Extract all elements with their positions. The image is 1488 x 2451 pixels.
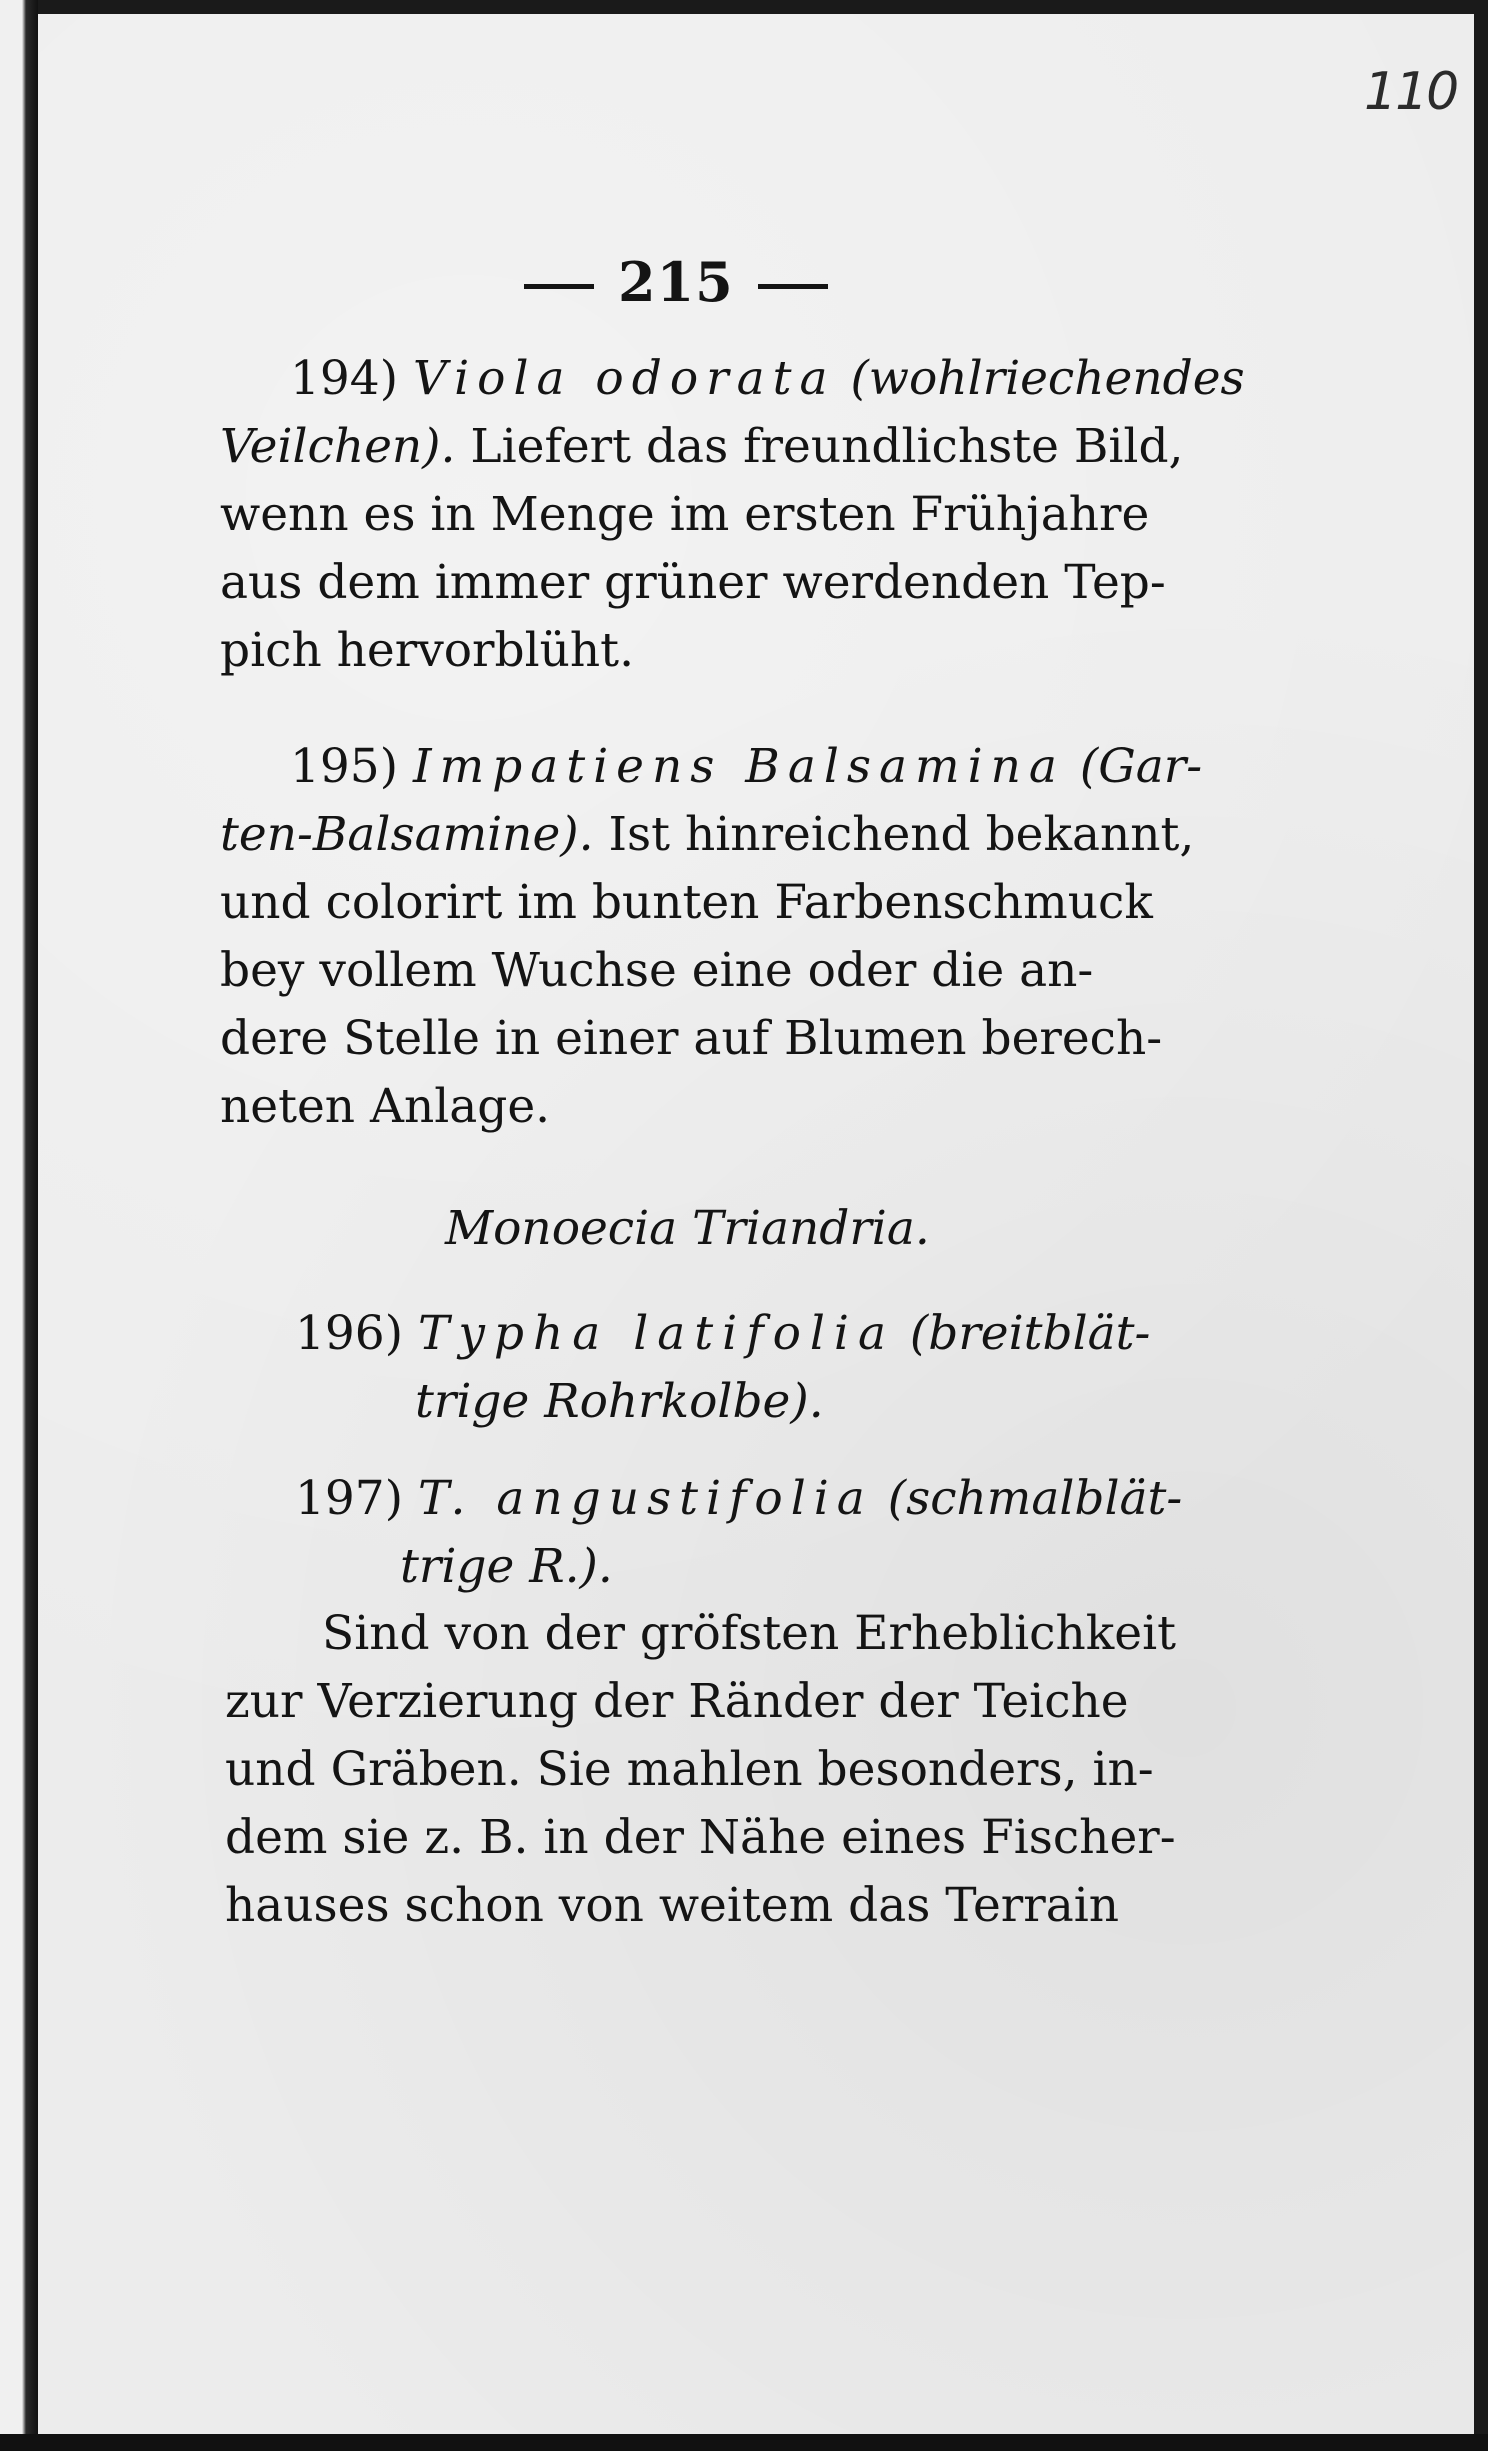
entry-194-line-2: Veilchen). Liefert das freundlichste Bild, <box>220 419 1184 474</box>
page-number: 215 <box>618 250 734 314</box>
paragraph-line-1: Sind von der gröfsten Erheblichkeit <box>322 1606 1176 1661</box>
species-name: T. angustifolia <box>418 1471 873 1526</box>
entry-197-line-1: 197) T. angustifolia (schmalblät- <box>295 1471 1183 1526</box>
entry-195-line-5: dere Stelle in einer auf Blumen berech- <box>220 1011 1163 1066</box>
species-name: Viola odorata <box>413 351 836 406</box>
paragraph-line-5: hauses schon von weitem das Terrain <box>225 1878 1120 1933</box>
entry-197-line-2: trige R.). <box>400 1539 613 1594</box>
section-heading: Monoecia Triandria. <box>445 1201 930 1256</box>
species-name: Typha latifolia <box>418 1306 895 1361</box>
header-dash-left <box>524 284 594 289</box>
page-header <box>500 250 852 314</box>
entry-196-line-2: trige Rohrkolbe). <box>415 1374 824 1429</box>
entry-194-line-1: 194) Viola odorata (wohlriechendes <box>290 351 1245 406</box>
binding-edge <box>0 0 38 2451</box>
entry-195-line-2: ten-Balsamine). Ist hinreichend bekannt, <box>220 807 1195 862</box>
paragraph-line-4: dem sie z. B. in der Nähe eines Fischer- <box>225 1810 1176 1865</box>
bottom-edge <box>0 2434 1488 2451</box>
entry-194-line-4: aus dem immer grüner werdenden Tep- <box>220 555 1166 610</box>
entry-196-line-1: 196) Typha latifolia (breitblät- <box>295 1306 1151 1361</box>
entry-195-line-1: 195) Impatiens Balsamina (Gar- <box>290 739 1203 794</box>
handwritten-margin-note: 110 <box>1364 62 1458 122</box>
entry-195-line-4: bey vollem Wuchse eine oder die an- <box>220 943 1094 998</box>
entry-194-line-3: wenn es in Menge im ersten Frühjahre <box>220 487 1150 542</box>
header-dash-right <box>758 284 828 289</box>
entry-194-line-5: pich hervorblüht. <box>220 623 635 678</box>
paragraph-line-3: und Gräben. Sie mahlen besonders, in- <box>225 1742 1154 1797</box>
entry-195-line-6: neten Anlage. <box>220 1079 551 1134</box>
species-name: Impatiens Balsamina <box>413 739 1065 794</box>
entry-195-line-3: und colorirt im bunten Farbenschmuck <box>220 875 1153 930</box>
paragraph-line-2: zur Verzierung der Ränder der Teiche <box>225 1674 1129 1729</box>
